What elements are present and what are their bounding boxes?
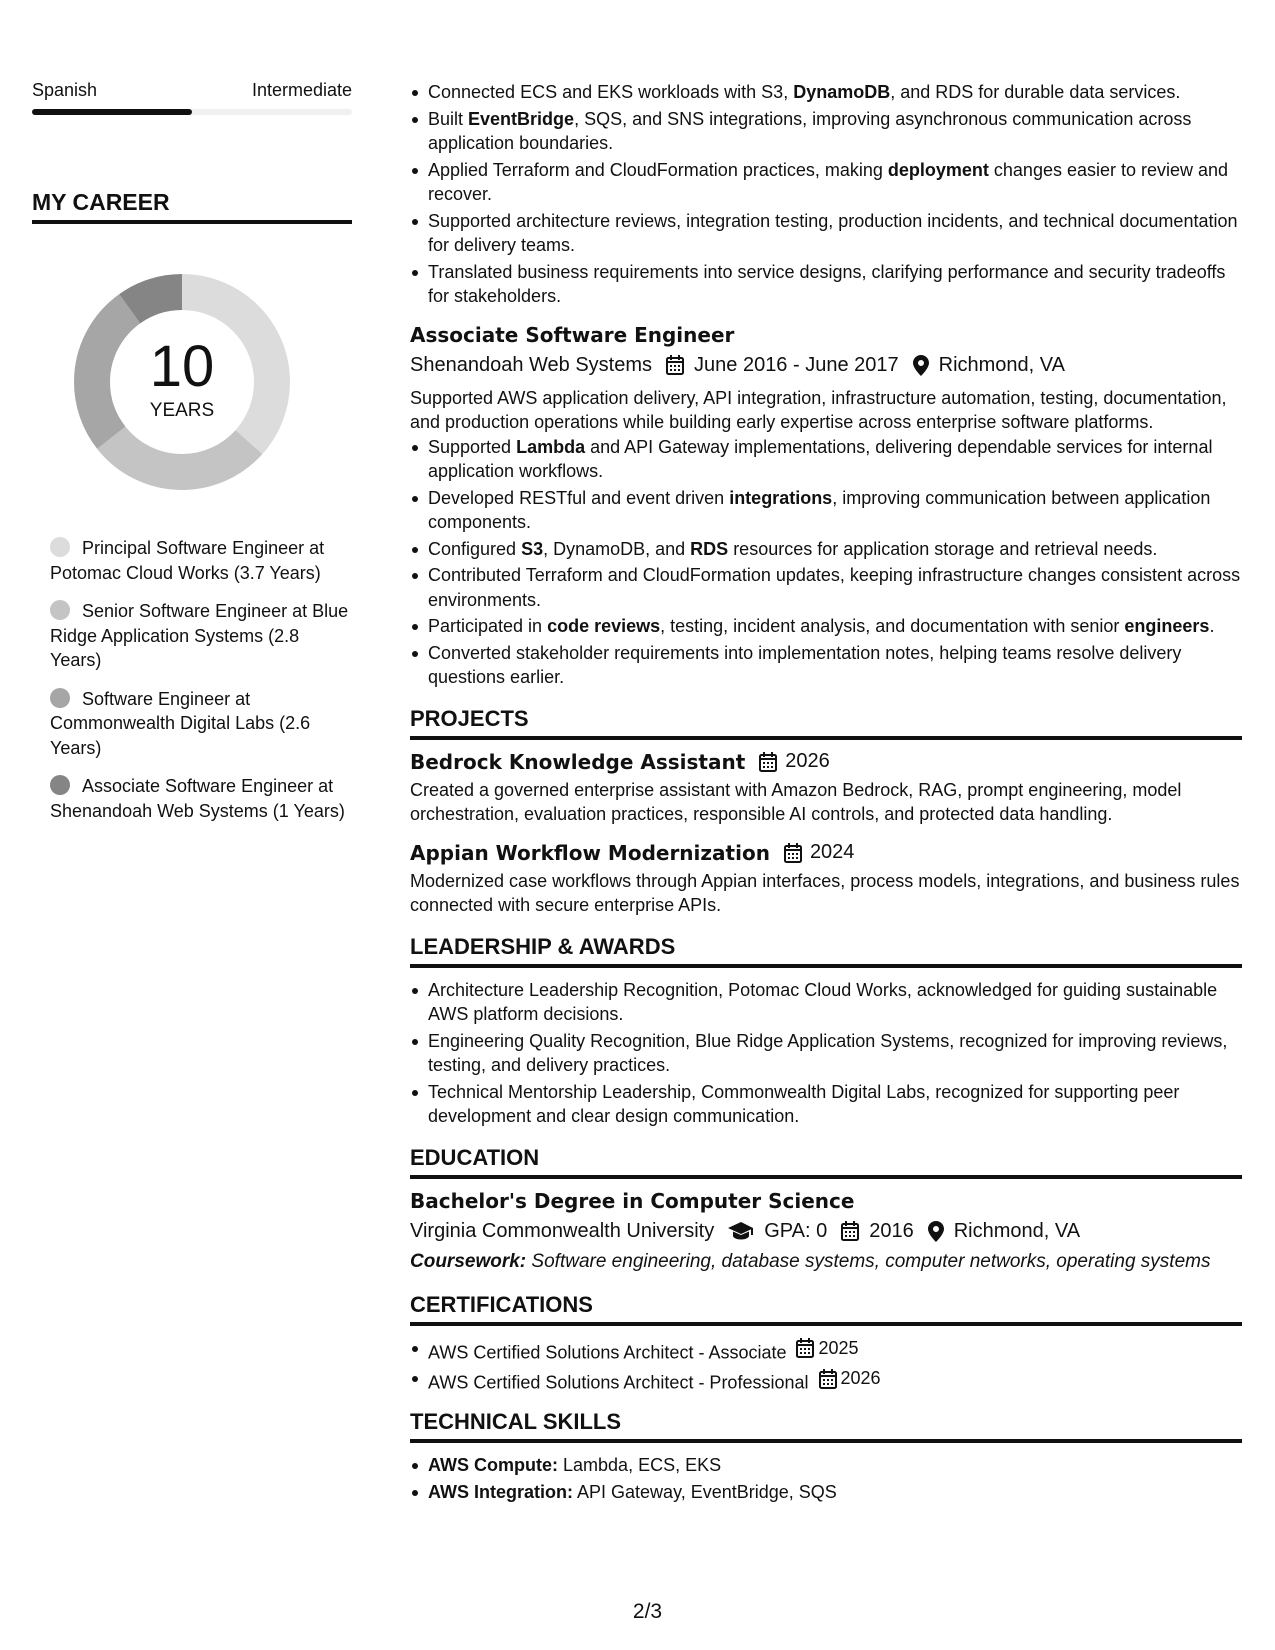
leadership-heading: LEADERSHIP & AWARDS [410, 934, 1242, 968]
certification-name: AWS Certified Solutions Architect - Professional [428, 1372, 809, 1393]
career-legend-item [50, 774, 352, 823]
bullet-item [410, 209, 1242, 258]
bullet-keyword: EventBridge [468, 108, 575, 129]
bullet-text: , SQS, and SNS integrations, improving asynchronous communication across application boundaries. [428, 108, 1192, 153]
bullet-item [410, 260, 1242, 309]
job-location: Richmond, VA [938, 353, 1065, 376]
certification-year-wrap [819, 1366, 881, 1391]
calendar-icon [784, 843, 802, 863]
legend-label: Associate Software Engineer at Shenandoah Web Systems (1 Years) [50, 776, 345, 821]
coursework [410, 1249, 1242, 1274]
bullet-item [410, 486, 1242, 535]
job-title: Associate Software Engineer [410, 322, 735, 347]
degree-title: Bachelor's Degree in Computer Science [410, 1188, 855, 1213]
certifications-heading: CERTIFICATIONS [410, 1292, 1242, 1326]
bullet-text: Applied Terraform and CloudFormation practices, making [428, 159, 888, 180]
career-total-years: 10 [149, 334, 215, 399]
projects-list [410, 750, 1242, 918]
language-proficiency-fill [32, 109, 192, 115]
leadership-list [410, 978, 1242, 1129]
school-location: Richmond, VA [953, 1219, 1081, 1242]
gpa: GPA: 0 [764, 1219, 828, 1242]
award-item: Technical Mentorship Leadership, Commonwealth Digital Labs, recognized for supporting peer development and clear design communication. [410, 1080, 1242, 1129]
bullet-text: Supported [428, 436, 517, 457]
job-bullets [410, 435, 1242, 690]
bullet-text: Converted stakeholder requirements into implementation notes, helping teams resolve delivery questions earlier. [428, 642, 1182, 687]
career-legend [32, 536, 352, 823]
main-content [410, 80, 1242, 1506]
bullet-keyword: S3 [521, 538, 544, 559]
bullet-item [410, 563, 1242, 612]
legend-label: Principal Software Engineer at Potomac Cloud Works (3.7 Years) [50, 538, 325, 583]
bullet-text: , and RDS for durable data services. [890, 82, 1181, 102]
bullet-item [410, 614, 1242, 639]
bullet-text: , DynamoDB, and [543, 538, 691, 559]
legend-label: Software Engineer at Commonwealth Digital Labs (2.6 Years) [50, 688, 311, 758]
project-description: Created a governed enterprise assistant with Amazon Bedrock, RAG, prompt engineering, model orchestration, evaluation practices, responsible AI controls, and protected data handling. [410, 779, 1182, 824]
award-item: Engineering Quality Recognition, Blue Ridge Application Systems, recognized for improving reviews, testing, and delivery practices. [410, 1029, 1242, 1078]
bullet-text: Translated business requirements into service designs, clarifying performance and security tradeoffs for stakeholders. [428, 261, 1226, 306]
education-meta [410, 1220, 1242, 1243]
bullet-keyword: Lambda [516, 436, 586, 457]
bullet-text: and API Gateway implementations, delivering dependable services for internal application workflows. [428, 436, 1213, 481]
bullet-text: , improving communication between application components. [428, 487, 1211, 532]
calendar-icon [796, 1338, 814, 1358]
job-company: Shenandoah Web Systems [410, 353, 653, 376]
award-item: Architecture Leadership Recognition, Potomac Cloud Works, acknowledged for guiding sustainable AWS platform decisions. [410, 978, 1242, 1027]
bullet-text: Developed RESTful and event driven [428, 487, 730, 508]
language-row [32, 80, 352, 101]
education-heading: EDUCATION [410, 1145, 1242, 1179]
bullet-text: Participated in [428, 616, 548, 636]
bullet-text: . [1209, 616, 1215, 636]
legend-label: Senior Software Engineer at Blue Ridge Application Systems (2.8 Years) [50, 601, 349, 670]
legend-dot [50, 600, 70, 620]
legend-dot [50, 775, 70, 795]
bullet-text: Supported architecture reviews, integration testing, production incidents, and technical documentation for delivery teams. [428, 210, 1238, 255]
bullet-item [410, 80, 1242, 105]
location-pin-icon [928, 1221, 944, 1242]
page-number: 2/3 [632, 1600, 663, 1623]
language-level: Intermediate [251, 80, 352, 100]
career-legend-item [50, 536, 352, 585]
certification-year: 2025 [818, 1337, 859, 1358]
school-name: Virginia Commonwealth University [410, 1219, 715, 1242]
job-summary: Supported AWS application delivery, API integration, infrastructure automation, testing, documentation, and production operations while building early expertise across enterprise software platforms. [410, 387, 1227, 432]
certifications-list [410, 1336, 1242, 1396]
project-title-row [410, 750, 1242, 774]
language-proficiency-bar [32, 109, 352, 115]
certification-year-wrap [796, 1336, 858, 1361]
certification-item [410, 1336, 1242, 1365]
projects-heading: PROJECTS [410, 706, 1242, 740]
calendar-icon [666, 355, 684, 375]
project-name: Appian Workflow Modernization [410, 840, 770, 865]
legend-dot [50, 537, 70, 557]
skills-list [410, 1453, 1242, 1504]
job-dates: June 2016 - June 2017 [694, 353, 899, 376]
bullet-item [410, 537, 1242, 562]
career-years-unit: YEARS [149, 400, 215, 421]
bullet-keyword: RDS [690, 538, 729, 559]
bullet-item [410, 435, 1242, 484]
bullet-item [410, 158, 1242, 207]
career-donut-chart [66, 266, 298, 498]
career-legend-item [50, 687, 352, 761]
project-year: 2024 [809, 841, 855, 863]
bullet-text: resources for application storage and retrieval needs. [728, 538, 1158, 559]
bullet-text: Contributed Terraform and CloudFormation updates, keeping infrastructure changes consistent across environments. [428, 565, 1241, 610]
bullet-item [410, 641, 1242, 690]
skill-category: AWS Compute: [428, 1455, 558, 1475]
calendar-icon [841, 1221, 859, 1241]
bullet-keyword: code reviews [547, 616, 661, 636]
skill-values: API Gateway, EventBridge, SQS [577, 1481, 837, 1502]
graduation-year: 2016 [869, 1219, 914, 1242]
coursework-label: Coursework: [410, 1250, 527, 1272]
project-description: Modernized case workflows through Appian interfaces, process models, integrations, and business rules connected with secure enterprise APIs. [410, 870, 1240, 915]
certification-name: AWS Certified Solutions Architect - Associate [428, 1341, 787, 1362]
calendar-icon [759, 752, 777, 772]
previous-job-bullets [410, 80, 1242, 309]
bullet-text: Configured [428, 538, 522, 559]
sidebar [32, 80, 352, 837]
bullet-text: Connected ECS and EKS workloads with S3, [428, 82, 794, 102]
bullet-item [410, 107, 1242, 156]
skill-item [410, 1453, 1242, 1478]
job-meta [410, 354, 1242, 377]
bullet-keyword: engineers [1124, 616, 1210, 636]
location-pin-icon [913, 355, 929, 376]
career-legend-item [50, 599, 352, 673]
skill-values: Lambda, ECS, EKS [563, 1455, 722, 1475]
bullet-keyword: integrations [729, 487, 833, 508]
career-heading: MY CAREER [32, 189, 352, 224]
certification-year: 2026 [840, 1368, 881, 1389]
bullet-text: Built [428, 108, 469, 129]
skill-item [410, 1480, 1242, 1505]
bullet-keyword: deployment [887, 159, 989, 180]
language-name: Spanish [32, 80, 98, 100]
graduation-cap-icon [728, 1222, 754, 1240]
certification-item [410, 1366, 1242, 1395]
calendar-icon [819, 1369, 837, 1389]
bullet-text: , testing, incident analysis, and documentation with senior [660, 616, 1125, 636]
project-year: 2026 [785, 750, 830, 772]
skill-category: AWS Integration: [428, 1481, 573, 1502]
project-title-row [410, 841, 1242, 865]
legend-dot [50, 688, 70, 708]
bullet-keyword: DynamoDB [793, 82, 891, 102]
project-name: Bedrock Knowledge Assistant [410, 749, 746, 774]
coursework-list: Software engineering, database systems, computer networks, operating systems [531, 1250, 1211, 1272]
bullet-text: changes easier to review and recover. [428, 159, 1229, 204]
skills-heading: TECHNICAL SKILLS [410, 1409, 1242, 1443]
